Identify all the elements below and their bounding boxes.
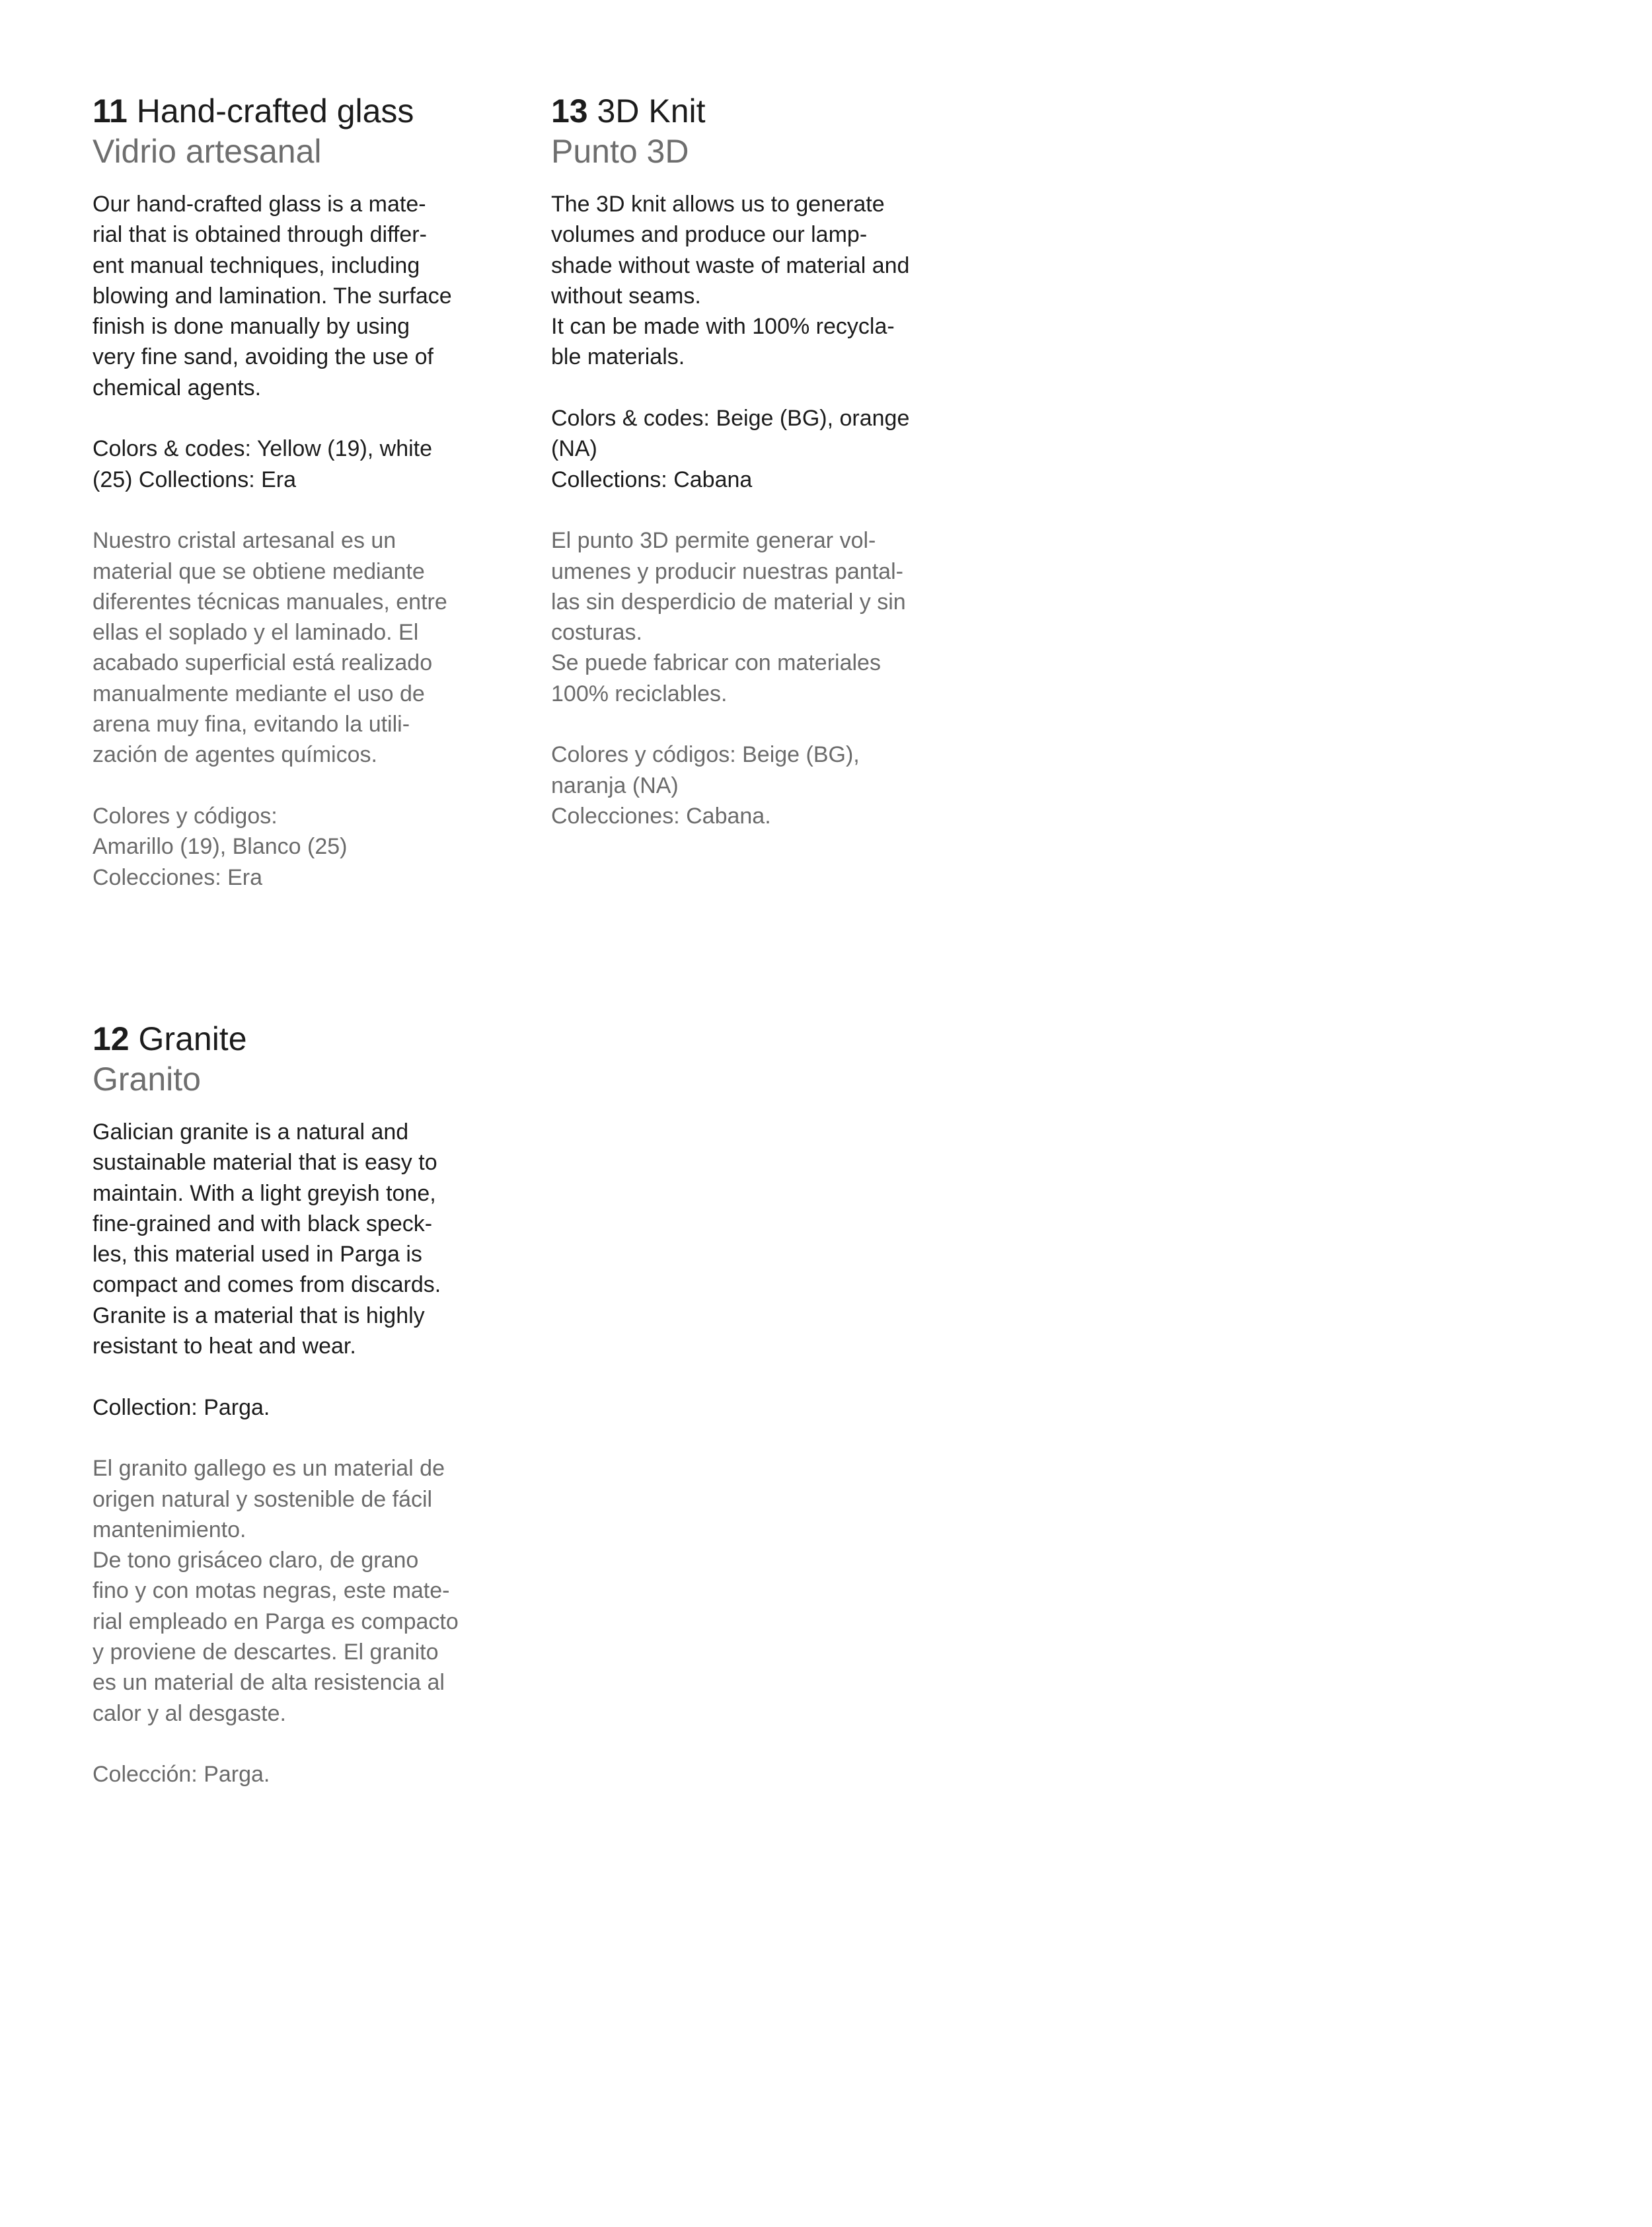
text-line: arena muy fina, evitando la utili-	[93, 712, 410, 737]
text-line: maintain. With a light greyish tone,	[93, 1180, 436, 1206]
text-line: resistant to heat and wear.	[93, 1334, 356, 1359]
material-name-es: Granito	[93, 1061, 201, 1098]
text-line: ent manual techniques, including	[93, 252, 420, 278]
material-section-hand-crafted-glass	[93, 91, 502, 893]
collections-line: Collections: Cabana	[551, 467, 753, 492]
text-line: fine-grained and with black speck-	[93, 1211, 433, 1236]
text-line: very fine sand, avoiding the use of	[93, 344, 433, 370]
colors-codes-line: Colors & codes: Beige (BG), orange	[551, 406, 910, 432]
text-line: Se puede fabricar con materiales	[551, 650, 881, 676]
text-line: calor y al desgaste.	[93, 1700, 286, 1726]
text-line: ellas el soplado y el laminado. El	[93, 620, 419, 646]
text-line: chemical agents.	[93, 375, 262, 400]
spanish-text	[551, 525, 961, 831]
text-line: las sin desperdicio de material y sin	[551, 589, 906, 615]
colors-codes-line: naranja (NA)	[551, 773, 679, 798]
material-name-es: Punto 3D	[551, 133, 689, 170]
text-line: es un material de alta resistencia al	[93, 1670, 445, 1696]
material-section-3d-knit	[551, 91, 961, 831]
text-line: without seams.	[551, 283, 701, 309]
material-name-en: Hand-crafted glass	[136, 93, 414, 130]
material-title	[93, 1019, 502, 1059]
text-line: costuras.	[551, 620, 642, 646]
material-number: 12	[93, 1020, 130, 1057]
colors-codes-line: Colors & codes: Yellow (19), white	[93, 436, 433, 462]
text-line: De tono grisáceo claro, de grano	[93, 1548, 419, 1573]
text-line: Galician granite is a natural and	[93, 1119, 409, 1145]
text-line: ble materials.	[551, 344, 685, 370]
text-line: les, this material used in Parga is	[93, 1242, 422, 1267]
material-description	[93, 1117, 502, 1790]
text-line: material que se obtiene mediante	[93, 558, 425, 584]
english-text	[93, 189, 502, 495]
colors-codes-line: Colecciones: Era	[93, 864, 263, 890]
text-line: Nuestro cristal artesanal es un	[93, 528, 396, 554]
text-line: Our hand-crafted glass is a mate-	[93, 192, 426, 217]
text-line: acabado superficial está realizado	[93, 650, 433, 676]
text-line: compact and comes from discards.	[93, 1272, 441, 1298]
spanish-text	[93, 1453, 502, 1790]
text-line: diferentes técnicas manuales, entre	[93, 589, 447, 615]
collections-line: Colecciones: Cabana.	[551, 803, 771, 829]
text-line: volumes and produce our lamp-	[551, 222, 868, 248]
material-title	[93, 91, 502, 131]
collections-line: Colección: Parga.	[93, 1762, 270, 1788]
text-line: shade without waste of material and	[551, 252, 910, 278]
colors-codes-line: Colores y códigos: Beige (BG),	[551, 742, 860, 768]
text-line: rial empleado en Parga es compacto	[93, 1608, 459, 1634]
material-number: 13	[551, 93, 588, 130]
colors-codes-line: Colores y códigos:	[93, 803, 278, 829]
material-description	[551, 189, 961, 831]
text-line: umenes y producir nuestras pantal-	[551, 558, 903, 584]
spanish-text	[93, 525, 502, 893]
text-line: El punto 3D permite generar vol-	[551, 528, 876, 554]
text-line: Granite is a material that is highly	[93, 1302, 425, 1328]
material-number: 11	[93, 93, 128, 130]
text-line: El granito gallego es un material de	[93, 1456, 445, 1482]
collections-line: Collection: Parga.	[93, 1394, 270, 1420]
english-text	[551, 189, 961, 495]
material-title	[551, 91, 961, 131]
text-line: origen natural y sostenible de fácil	[93, 1486, 433, 1512]
text-line: The 3D knit allows us to generate	[551, 192, 885, 217]
colors-codes-line: Amarillo (19), Blanco (25)	[93, 834, 348, 860]
text-line: zación de agentes químicos.	[93, 742, 377, 768]
text-line: 100% reciclables.	[551, 681, 728, 706]
material-name-en: Granite	[138, 1020, 247, 1057]
text-line: blowing and lamination. The surface	[93, 283, 452, 309]
material-name-es: Vidrio artesanal	[93, 133, 322, 170]
english-text	[93, 1117, 502, 1423]
material-section-granite	[93, 1019, 502, 1790]
text-line: rial that is obtained through differ-	[93, 222, 427, 248]
text-line: sustainable material that is easy to	[93, 1150, 437, 1176]
text-line: mantenimiento.	[93, 1517, 246, 1542]
text-line: fino y con motas negras, este mate-	[93, 1578, 450, 1604]
colors-codes-line: (25) Collections: Era	[93, 467, 297, 492]
text-line: finish is done manually by using	[93, 314, 410, 340]
text-line: manualmente mediante el uso de	[93, 681, 425, 706]
colors-codes-line: (NA)	[551, 436, 597, 462]
text-line: y proviene de descartes. El granito	[93, 1640, 439, 1665]
text-line: It can be made with 100% recycla-	[551, 314, 895, 340]
material-name-en: 3D Knit	[597, 93, 706, 130]
material-description	[93, 189, 502, 893]
